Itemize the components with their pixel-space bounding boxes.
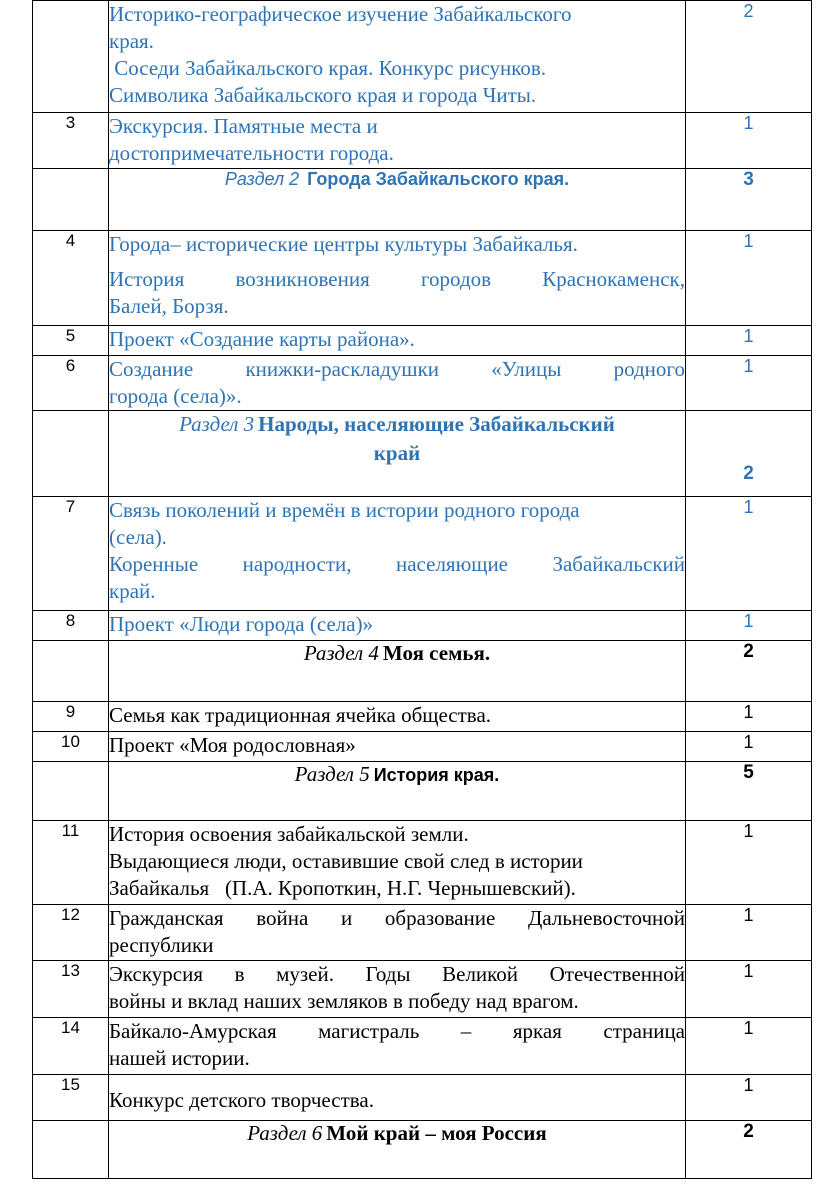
table-row [33, 1075, 812, 1121]
topic-cell [109, 231, 686, 326]
row-number: 3 [33, 113, 109, 169]
table-row [33, 356, 812, 411]
topic-line: края. [109, 29, 154, 53]
hours-cell: 1 [686, 821, 812, 905]
row-number: 9 [33, 702, 109, 732]
topic-line: войны и вклад наших земляков в победу над врагом. [109, 989, 579, 1013]
topic-line: Гражданская война и образование Дальневосточной [109, 906, 685, 930]
table-row [33, 961, 812, 1018]
section-label: Раздел 5 [294, 762, 370, 786]
table-row [33, 1, 812, 113]
topic-line: достопримечательности города. [109, 141, 394, 165]
row-number: 7 [33, 497, 109, 611]
table-row [33, 231, 812, 326]
table-row [33, 611, 812, 641]
table-row [33, 326, 812, 356]
section-title: История края. [373, 765, 500, 785]
section-hours: 3 [686, 169, 812, 231]
topic-cell [109, 356, 686, 411]
topic-cell [109, 113, 686, 169]
row-number: 8 [33, 611, 109, 641]
hours-cell: 2 [686, 1, 812, 113]
topic-cell [109, 905, 686, 961]
row-number: 13 [33, 961, 109, 1018]
row-number: 6 [33, 356, 109, 411]
topic-line: край. [109, 579, 156, 603]
section-label: Раздел 4 [303, 641, 379, 665]
section-label: Раздел 3 [179, 412, 255, 436]
topic-line: Экскурсия. Памятные места и [109, 114, 378, 138]
table-row [33, 702, 812, 732]
row-number [33, 1, 109, 113]
section-row [33, 641, 812, 702]
row-number: 4 [33, 231, 109, 326]
topic-cell: Проект «Люди города (села)» [109, 611, 686, 641]
hours-cell: 1 [686, 611, 812, 641]
table-row [33, 821, 812, 905]
topic-line: республики [109, 933, 214, 957]
topic-cell: Семья как традиционная ячейка общества. [109, 702, 686, 732]
topic-cell: Конкурс детского творчества. [109, 1075, 686, 1121]
hours-cell: 1 [686, 1018, 812, 1075]
topic-line: Города– исторические центры культуры Забайкалья. [109, 232, 578, 256]
table-row [33, 905, 812, 961]
section-row [33, 411, 812, 497]
topic-cell [109, 1, 686, 113]
hours-cell: 1 [686, 702, 812, 732]
topic-cell: Проект «Создание карты района». [109, 326, 686, 356]
section-title: Народы, населяющие Забайкальский [258, 412, 615, 436]
topic-cell [109, 497, 686, 611]
section-hours: 2 [686, 641, 812, 702]
lesson-plan-table [32, 0, 812, 1179]
row-number: 12 [33, 905, 109, 961]
topic-line: города (села)». [109, 384, 242, 408]
topic-line: История возникновения городов Краснокаменск, [109, 267, 685, 291]
hours-cell: 1 [686, 326, 812, 356]
section-heading [109, 641, 686, 702]
topic-line: Соседи Забайкальского края. Конкурс рисунков. [109, 56, 547, 80]
section-label: Раздел 2 [224, 169, 300, 189]
section-hours: 2 [686, 411, 812, 497]
section-title: Моя семья. [382, 641, 491, 665]
hours-cell: 1 [686, 356, 812, 411]
topic-cell [109, 821, 686, 905]
section-label: Раздел 6 [247, 1121, 323, 1145]
topic-line: Балей, Борзя. [109, 294, 229, 318]
section-hours: 2 [686, 1121, 812, 1179]
topic-line: нашей истории. [109, 1046, 250, 1070]
section-heading [109, 762, 686, 821]
row-number: 14 [33, 1018, 109, 1075]
section-row [33, 762, 812, 821]
hours-cell: 1 [686, 905, 812, 961]
hours-cell: 1 [686, 1075, 812, 1121]
topic-cell [109, 961, 686, 1018]
section-heading [109, 411, 686, 497]
topic-cell [109, 1018, 686, 1075]
topic-line: История освоения забайкальской земли. [109, 822, 469, 846]
table-row [33, 497, 812, 611]
row-number: 5 [33, 326, 109, 356]
row-number: 15 [33, 1075, 109, 1121]
row-number: 11 [33, 821, 109, 905]
topic-line: Создание книжки-раскладушки «Улицы родного [109, 357, 685, 381]
hours-cell: 1 [686, 113, 812, 169]
row-number: 10 [33, 732, 109, 762]
topic-line: Байкало-Амурская магистраль – яркая страница [109, 1019, 685, 1043]
hours-cell: 1 [686, 732, 812, 762]
hours-cell: 1 [686, 961, 812, 1018]
section-heading [109, 169, 686, 231]
topic-line: (села). [109, 525, 167, 549]
hours-cell: 1 [686, 497, 812, 611]
table-row [33, 1018, 812, 1075]
section-title-cont: край [373, 441, 421, 465]
topic-line: Забайкалья (П.А. Кропоткин, Н.Г. Чернышевский). [109, 876, 576, 900]
hours-cell: 1 [686, 231, 812, 326]
topic-line: Экскурсия в музей. Годы Великой Отечественной [109, 962, 685, 986]
topic-line: Историко-географическое изучение Забайкальского [109, 2, 572, 26]
topic-line: Символика Забайкальского края и города Читы. [109, 83, 537, 107]
section-title: Города Забайкальского края. [307, 169, 570, 189]
section-heading [109, 1121, 686, 1179]
topic-line: Коренные народности, населяющие Забайкальский [109, 552, 685, 576]
topic-cell: Проект «Моя родословная» [109, 732, 686, 762]
section-hours: 5 [686, 762, 812, 821]
table-row [33, 732, 812, 762]
section-title: Мой край – моя Россия [326, 1121, 547, 1145]
table-row [33, 113, 812, 169]
topic-line: Связь поколений и времён в истории родного города [109, 498, 580, 522]
topic-line: Выдающиеся люди, оставившие свой след в истории [109, 849, 583, 873]
section-row [33, 169, 812, 231]
section-row [33, 1121, 812, 1179]
